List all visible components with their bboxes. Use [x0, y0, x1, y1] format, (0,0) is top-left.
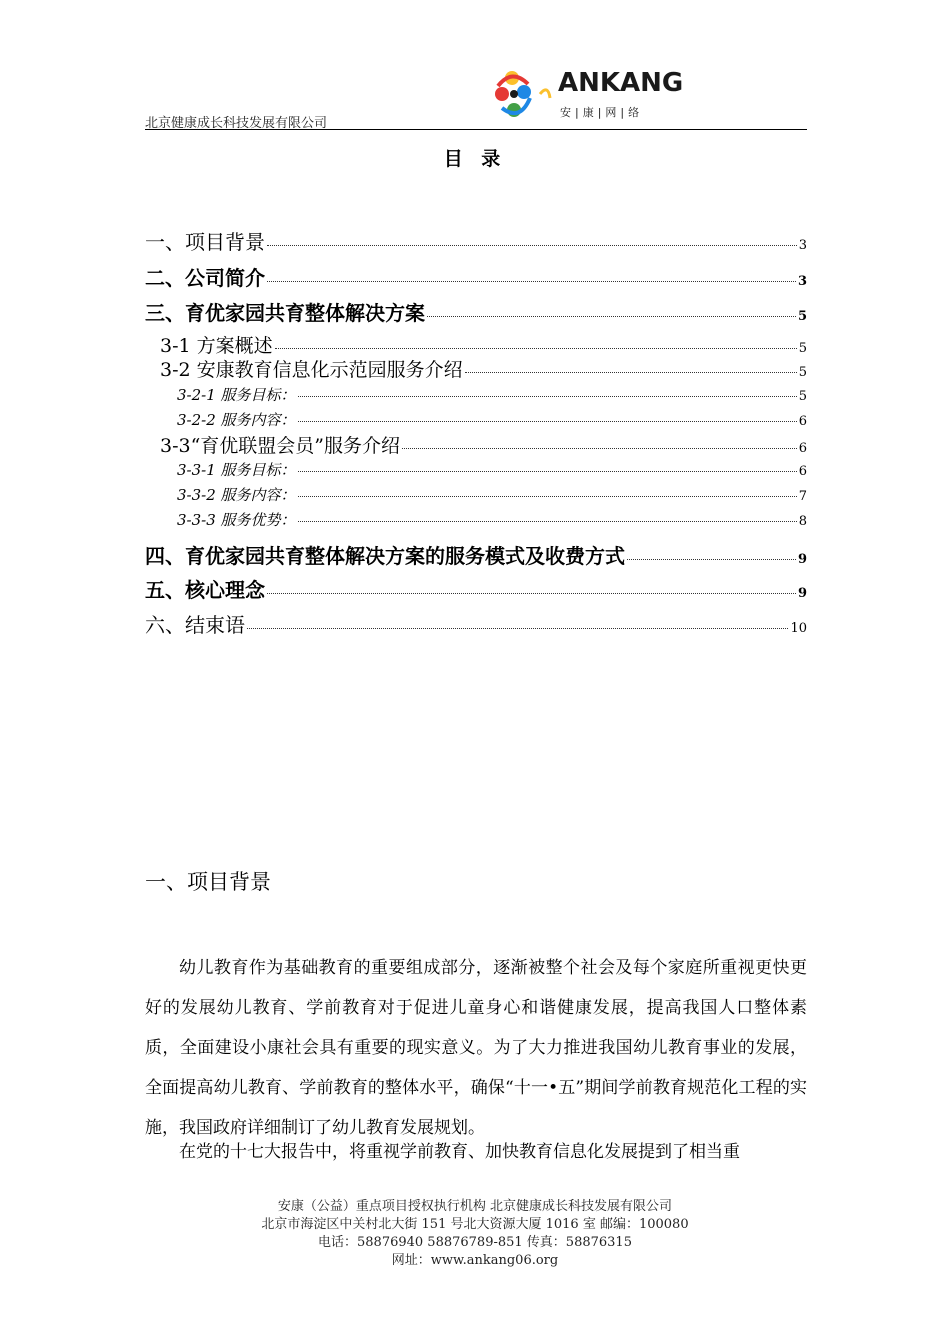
toc-entry-text: 六、结束语: [145, 613, 245, 637]
toc-leader: [247, 628, 788, 629]
toc-entry-text: 3-3-3 服务优势：: [177, 511, 296, 529]
toc-leader: [298, 496, 797, 497]
toc-entry-page: 7: [798, 489, 807, 504]
toc-entry-text: 3-2-2 服务内容：: [177, 411, 296, 429]
toc-entry-text: 三、育优家园共育整体解决方案: [145, 301, 425, 325]
toc-entry-page: 8: [798, 514, 807, 529]
toc-leader: [427, 316, 796, 317]
footer-phone: 电话：58876940 58876789-851 传真：58876315: [318, 1235, 632, 1250]
toc-entry-page: 3: [797, 274, 807, 289]
toc-entry-page: 5: [797, 309, 807, 324]
toc-entry[interactable]: [145, 262, 807, 291]
toc-entry-text: 3-3-2 服务内容：: [177, 486, 296, 504]
body-paragraph: 幼儿教育作为基础教育的重要组成部分，逐渐被整个社会及每个家庭所重视更快更好的发展幼儿教育、学前教育对于促进儿童身心和谐健康发展，提高我国人口整体素质，全面建设小康社会具有重要的现实意义。为了大力推进我国幼儿教育事业的发展，全面提高幼儿教育、学前教育的整体水平，确保“十一•五”期间学前教育规范化工程的实施，我国政府详细制订了幼儿教育发展规划。: [145, 958, 807, 1138]
toc-entry-page: 6: [798, 441, 807, 456]
toc-entry-text: 五、核心理念: [145, 578, 265, 602]
toc-entry-text: 四、育优家园共育整体解决方案的服务模式及收费方式: [145, 544, 625, 568]
toc-leader: [267, 593, 796, 594]
toc-entry[interactable]: [160, 431, 807, 458]
toc-entry[interactable]: [145, 609, 807, 638]
toc-entry-text: 3-3“育优联盟会员”服务介绍: [160, 435, 401, 457]
toc-leader: [298, 521, 797, 522]
footer-website[interactable]: 网址：www.ankang06.org: [391, 1253, 559, 1268]
toc-entry-page: 6: [798, 464, 807, 479]
toc-title: 目 录: [443, 148, 507, 170]
toc-entry[interactable]: [177, 509, 807, 530]
toc-entry[interactable]: [160, 331, 807, 358]
toc-entry-page: 5: [798, 365, 807, 380]
toc-leader: [275, 348, 797, 349]
toc-entry-text: 3-2 安康教育信息化示范园服务介绍: [160, 359, 463, 381]
section-heading: 一、项目背景: [145, 870, 271, 894]
toc-entry-text: 3-1 方案概述: [160, 335, 273, 357]
footer-line: 安康（公益）重点项目授权执行机构 北京健康成长科技发展有限公司: [277, 1199, 673, 1214]
toc-leader: [298, 471, 797, 472]
footer-address: 北京市海淀区中关村北大街 151 号北大资源大厦 1016 室 邮编：100080: [261, 1217, 689, 1232]
toc-entry[interactable]: [177, 384, 807, 405]
toc-entry-page: 10: [790, 621, 807, 636]
header-divider: [145, 129, 807, 130]
toc-leader: [267, 281, 796, 282]
logo-subtitle: 安|康|网|络: [560, 106, 644, 119]
toc-entry-page: 3: [798, 238, 807, 253]
toc-leader: [402, 448, 797, 449]
toc-entry[interactable]: [177, 459, 807, 480]
toc-entry[interactable]: [145, 574, 807, 603]
toc-entry-text: 3-3-1 服务目标：: [177, 461, 296, 479]
toc-entry[interactable]: [145, 297, 807, 326]
toc-leader: [465, 372, 797, 373]
toc-entry[interactable]: [177, 484, 807, 505]
toc-entry-text: 二、公司简介: [145, 266, 265, 290]
toc-entry[interactable]: [145, 540, 807, 569]
toc-leader: [627, 559, 796, 560]
body-paragraph: 在党的十七大报告中，将重视学前教育、加快教育信息化发展提到了相当重: [179, 1142, 740, 1162]
toc-entry[interactable]: [145, 226, 807, 255]
toc-entry-page: 6: [798, 414, 807, 429]
toc-entry-text: 一、项目背景: [145, 230, 265, 254]
toc-entry-page: 9: [797, 552, 807, 567]
toc-leader: [298, 396, 797, 397]
toc-entry-text: 3-2-1 服务目标：: [177, 386, 296, 404]
toc-leader: [298, 421, 797, 422]
header-company-name: 北京健康成长科技发展有限公司: [145, 116, 328, 131]
page-footer: [0, 1198, 950, 1270]
toc-entry-page: 9: [797, 586, 807, 601]
toc-entry-page: 5: [798, 341, 807, 356]
toc-entry[interactable]: [160, 355, 807, 382]
toc-leader: [267, 245, 797, 246]
logo-wordmark: ANKANG: [558, 68, 684, 98]
toc-entry-page: 5: [798, 389, 807, 404]
toc-entry[interactable]: [177, 409, 807, 430]
